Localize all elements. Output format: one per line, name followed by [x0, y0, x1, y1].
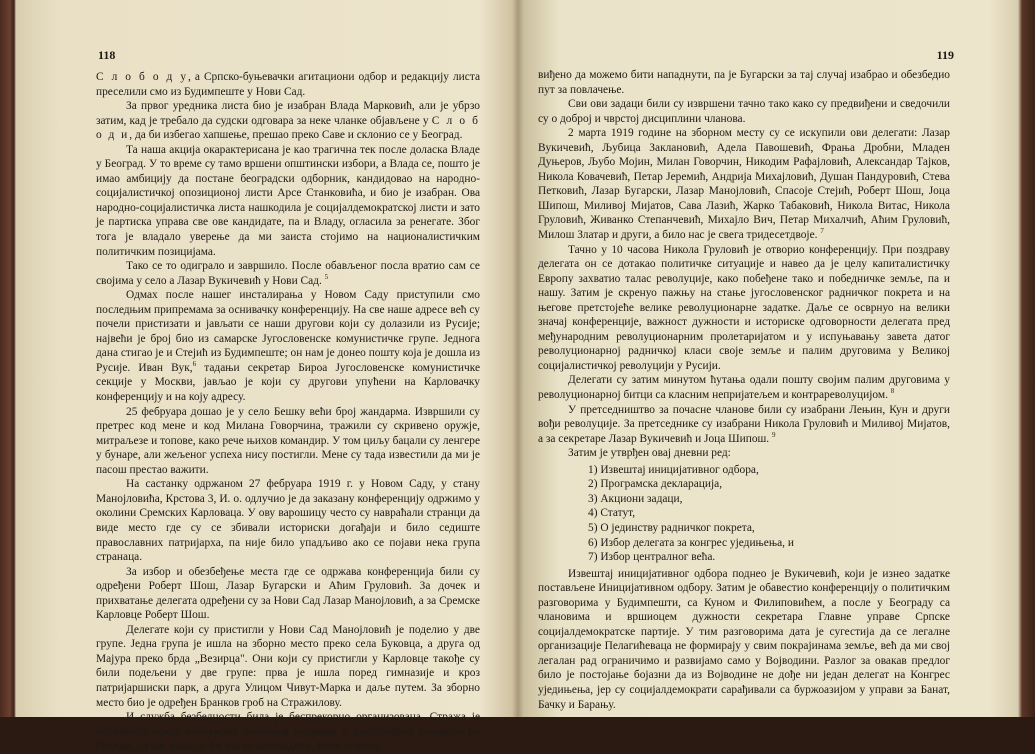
paragraph: Извештај иницијативног одбора поднео је Вукичевић, који је изнео задатке постављене Иницијативном одбору. Затим је обавестио конференцију о политичким разговорима у Будимпешти, са Куном и Филиповићем, а после у Београду са члановима и вршиоцем дужности секретара Главне управе Српске социјалдемократске партије. У тим разговорима дата је сугестија да се легалне организације Пелагићевaца не формирају у свим покрајинама земље, већ да ми свој легалан рад ограничимо и развијамо само у Војводини. Разлог за овакав предлог било је постојање бојазни да из Војводине не дође ни један делегат на Конгрес уједињења, јер су социјалдемократи сарађивали са буржоазијом у управи за Банат, Бачку и Барању.	[538, 567, 950, 711]
paragraph: Та наша акција окарактерисана је као трагична тек после доласка Владе у Београд. У то време су тамо вршени општински избори, а Влада се, пошто је имао амбицију да постане београдски одборник, кандидовао на народно-социјалистичкој опозиционој листи Арсе Станковића, и био је изабран. Ова народно-социјалистичка листа нашкодила је социјалдемократској листи и зато је партиска управа све ове кандидате, па и Владу, огласила за ренегате. Због тога је владало уверење да ми заиста стојимо на националистичким политичким позицијама.	[96, 143, 480, 258]
right-page-text	[538, 68, 950, 712]
paragraph: За првог уредника листа био је изабран Влада Марковић, али је убрзо затим, кад је требало да судски одговара за неке чланке објављене у С л о б о д и, да би избегао хапшење, прешао преко Саве и склонио се у Београд.	[96, 100, 480, 142]
list-item: 3) Акциони задаци,	[588, 492, 683, 505]
footnote-marker: 9	[772, 430, 776, 439]
paragraph: 25 фебруара дошао је у село Бешку већи број жандарма. Извршили су претрес код мене и код Милана Говорчина, тражили су скривено оружје, митраљезе и топове, како рече њихов командир. У том циљу бацали су ленгере у бунаре, али жељеног успеха нису постигли. Мене су тада известили да ми је пасош престао важити.	[96, 405, 480, 476]
paragraph: Делегате који су пристигли у Нови Сад Манојловић је поделио у две групе. Једна група је ишла на зборно место преко села Буковца, а друга од Мајура преко брда „Везирца". Они који су пристигли у Карловце такође су били подељени у две групе: прва је ишла поред гимназије и кроз патријаршиски парк, а друга Улицом Чивут-Марка и даље путем. За зборно место био је одређен Бранков гроб на Стражилову.	[96, 623, 480, 709]
paragraph: Делегати су затим минутом ћутања одали пошту својим палим друговима у револуционарној битци са класним непријатељем и контрареволуцијом. $^8$	[538, 374, 950, 402]
right-page	[538, 0, 954, 717]
paragraph: У претседништво за почасне чланове били су изабрани Лењин, Кун и други вођи револуције. За претседнике су изабрани Никола Груловић и Миливој Мијатов, а за секретаре Лазар Вукичевић и Јоца Шипош. $^9$	[538, 403, 950, 445]
list-item: 4) Статут,	[588, 507, 636, 520]
agenda-list	[588, 463, 950, 565]
paragraph: Сви ови задаци били су извршени тачно тако како су предвиђени и сведочили су о доброј и чврстој дисциплини чланова.	[538, 98, 950, 125]
list-item: 6) Избор делегата за конгрес уједињења, и	[588, 536, 794, 549]
paragraph: 2 марта 1919 године на зборном месту су се искупили ови делегати: Лазар Вукичевић, Љубица Заклановић, Адела Павошевић, Фрања Дробни, Младен Дуњеров, Љубо Мојин, Милан Говорчин, Никодим Рафајловић, Александар Тајков, Никола Ковачевић, Петар Јеремић, Андрија Михајловић, Душан Пандуровић, Стева Петковић, Лазар Бугарски, Лазар Манојловић, Спасоје Стејић, Роберт Шош, Јоца Шипош, Миливој Мијатов, Сава Лазић, Жарко Табаковић, Никола Витас, Никола Груловић, Живанко Степанчевић, Михајло Вич, Петар Михалчић, Аћим Груловић, Милош Златар и други, а било нас је свега тридесетдвоје. $^7$	[538, 127, 950, 242]
paragraph: Тачно у 10 часова Никола Груловић је отворио конференцију. При поздраву делегата он се дотакао политичке ситуације и навео да је целу капиталистичку Европу захватио талас револуције, како побеђене тако и победничке земље, па и нашу. Затим је скренуо пажњу на стање југословенског радничког покрета и на његове претстојеће велике револуционарне задатке. Даље се осврнуо на велики значај конференције, важност дужности и историске одговорности делегата пред међународним револуционарним пролетаријатом и у испуњавању завета датог револуционарној радничкој класи своје земље и палим друговима у Великој социјалистичкој револуцији у Русији.	[538, 243, 950, 372]
list-item: 1) Извештај иницијативног одбора,	[588, 463, 759, 476]
left-page	[96, 0, 481, 753]
page-number-right: 119	[936, 48, 954, 62]
footnote-marker: 5	[324, 272, 329, 281]
list-item: 2) Програмска декларација,	[588, 478, 723, 491]
footnote-marker: 7	[820, 227, 824, 236]
paragraph: На састанку одржаном 27 фебруара 1919 г. у Новом Саду, у стану Манојловића, Крстова 3, И. о. одлучио је да заказану конференцију одржимо у околини Сремских Карловаца. У ову варошицу често су навраћали странци да виде место где су се збивали историски догађаји и било седиште православних патријарха, па није било упадљиво ако се појави нека група странаца.	[96, 478, 480, 564]
paragraph: И служба безбедности била је беспрекорно организована. Стража је маркирала ловце наоружане ловачким пушкама и распоређена унаоколо по брдима, да нас нико не би могао изненадити. Било је пред-	[96, 711, 480, 753]
paragraph: С л о б о д у, а Српско-буњевачки агитациони одбор и редакцију листа преселили смо из Будимпеште у Нови Сад.	[96, 71, 480, 98]
page-number-left: 118	[98, 48, 116, 62]
paragraph: За избор и обезбеђење места где се одржава конференција били су одређени Роберт Шош, Лазар Бугарски и Аћим Груловић. За дочек и прихватање делегата одређени су за Нови Сад Лазар Манојловић, а за Сремске Карловце Роберт Шош.	[96, 565, 480, 622]
footnote-marker: 6	[192, 360, 197, 369]
list-item: 7) Избор централног већа.	[588, 551, 716, 564]
footnote-marker: 8	[890, 387, 895, 396]
paragraph: Затим је утврђен овај дневни ред:	[568, 447, 731, 460]
paragraph: Тако се то одиграло и завршило. После обављеног посла вратио сам се својима у село а Лазар Вукичевић у Нови Сад. $^5$	[96, 260, 480, 287]
paragraph: Одмах после нашег инсталирања у Новом Саду приступили смо последњим припремама за оснивачку конференцију. На све наше адресе већ су почели пристизати и јављати се наши другови који су долазили из Русије; највећи је број био из самарске Југословенске комунистичке групе. Једнога дана стигао је и Стејић из Будимпеште; он нам је донео пошту која је дошла из Русије. Иван Вук,$^6$ тадањи секретар Бироа Југословенске комунистичке секције у Москви, јављао је који су другови упућени на Карловачку конференцију и на коју адресу.	[96, 289, 481, 404]
paragraph: виђено да можемо бити нападнути, па је Бугарски за тај случај изабрао и обезбедио пут за повлачење.	[538, 69, 950, 96]
left-page-text	[96, 70, 480, 754]
list-item: 5) О јединству радничког покрета,	[588, 521, 755, 534]
